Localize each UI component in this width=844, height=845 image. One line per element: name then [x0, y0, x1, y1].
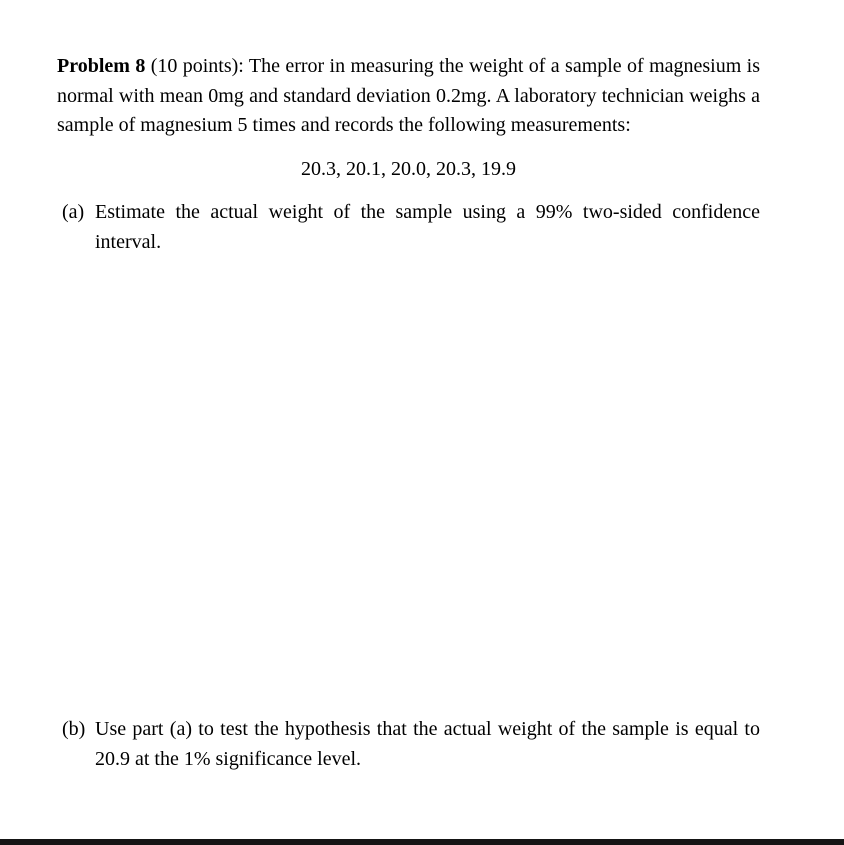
problem-part-a — [57, 198, 760, 257]
part-a-marker: (a) — [62, 201, 85, 223]
problem-label: Problem 8 — [57, 55, 146, 77]
problem-statement — [57, 52, 760, 141]
measurements-line: 20.3, 20.1, 20.0, 20.3, 19.9 — [301, 157, 516, 180]
problem-part-b — [57, 715, 760, 774]
part-a-text: Estimate the actual weight of the sample using a 99% two-sided confidence interval. — [95, 201, 760, 253]
part-b-text: Use part (a) to test the hypothesis that the actual weight of the sample is equal to 20.9 at the 1% significance level. — [95, 718, 760, 770]
bottom-edge-bar — [0, 839, 844, 845]
part-b-marker: (b) — [62, 718, 86, 740]
problem-intro-text: (10 points): The error in measuring the weight of a sample of magnesium is normal with mean 0mg and standard deviation 0.2mg. A laboratory technician weighs a sample of magnesium 5 times and records the following measurements: — [57, 55, 760, 136]
